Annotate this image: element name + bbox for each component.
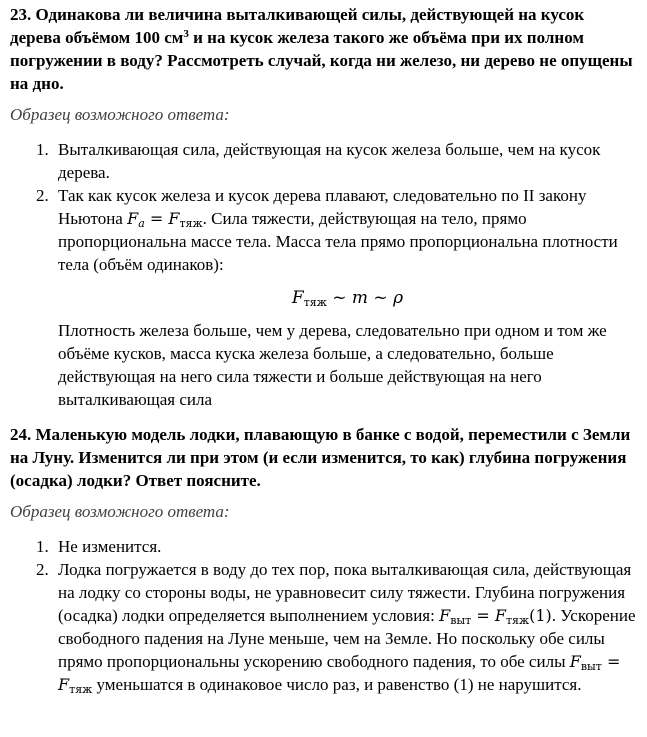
answer-number: 2.: [36, 186, 49, 205]
answer-text-b: . Ускорение свободного падения на Луне меньше, чем на Земле. Но поскольку обе силы прямо пропорциональны ускорению свободного падения, то обе силы: [58, 606, 636, 671]
answer-text-c: Плотность железа больше, чем у дерева, следовательно при одном и том же объёме кусков, масса куска железа больше, а следовательно, больше действующая на него сила тяжести и больше действующая на него выталкивающая сила: [58, 321, 607, 409]
eq-symbol: F: [168, 209, 180, 228]
eq-operator: =: [144, 209, 169, 228]
answer-text-a: Лодка погружается в воду до тех пор, пока выталкивающая сила, действующая на лодку со стороны воды, не уравновесит силу тяжести. Глубина погружения (осадка) лодки определяется выполнением условия:: [58, 560, 632, 625]
question-23: [10, 3, 637, 95]
eq-symbol: F: [58, 675, 70, 694]
sample-answer-label-24: Образец возможного ответа:: [10, 502, 230, 521]
answer-list-24: [10, 535, 637, 696]
formula-expression: [292, 288, 403, 308]
answer-23-1: [36, 138, 637, 184]
eq-subscript: выт: [450, 614, 472, 627]
formula-symbol: F: [291, 288, 304, 308]
sample-answer-label-23: Образец возможного ответа:: [10, 105, 230, 124]
eq-subscript: a: [138, 217, 145, 230]
eq-operator: =: [601, 652, 621, 671]
eq-subscript: тяж: [69, 683, 93, 696]
newton-equation: [127, 209, 203, 228]
answer-text-b: . Сила тяжести, действующая на тело, прямо пропорциональна массе тела. Масса тела прямо пропорциональна плотности тела (объём одинаков):: [58, 209, 618, 274]
answer-text: Выталкивающая сила, действующая на кусок железа больше, чем на кусок дерева.: [58, 140, 601, 182]
eq-subscript: тяж: [179, 217, 203, 230]
eq-subscript: тяж: [505, 614, 530, 627]
equilibrium-equation: [439, 606, 552, 625]
answer-text-a: Так как кусок железа и кусок дерева плавают, следовательно по II закону Ньютона: [58, 186, 587, 228]
cubic-superscript: 3: [183, 28, 189, 40]
answer-number: 2.: [36, 560, 49, 579]
answer-number: 1.: [36, 140, 49, 159]
eq-symbol: F: [127, 209, 139, 228]
answer-number: 1.: [36, 537, 49, 556]
answer-24-2: [36, 558, 637, 696]
eq-operator: =: [471, 606, 495, 625]
answer-text: Не изменится.: [58, 537, 162, 556]
question-24: 24. Маленькую модель лодки, плавающую в банке с водой, переместили с Земли на Луну. Изменится ли при этом (и если изменится, то как) глубина погружения (осадка) лодки? Ответ поясните.: [10, 425, 631, 490]
answer-24-1: [36, 535, 637, 558]
eq-symbol: F: [494, 606, 506, 625]
proportionality-formula: [58, 286, 637, 310]
formula-subscript: тяж: [303, 296, 327, 309]
answer-text-c: уменьшатся в одинаковое число раз, и равенство (1) не нарушится.: [92, 675, 582, 694]
eq-subscript: выт: [580, 660, 602, 673]
eq-symbol: F: [439, 606, 451, 625]
formula-rest: ~ m ~ ρ: [326, 288, 404, 308]
answer-list-23: [10, 138, 637, 411]
question-23-text-a: 23. Одинакова ли величина выталкивающей силы, действующей на кусок дерева объёмом 100 см: [10, 5, 585, 47]
question-23-text-b: и на кусок железа такого же объёма при их полном погружении в воду? Рассмотреть случай, когда ни железо, ни дерево не опущены на дно.: [10, 28, 633, 93]
eq-symbol: F: [569, 652, 581, 671]
eq-tag: (1): [529, 606, 552, 625]
answer-23-2: [36, 184, 637, 411]
